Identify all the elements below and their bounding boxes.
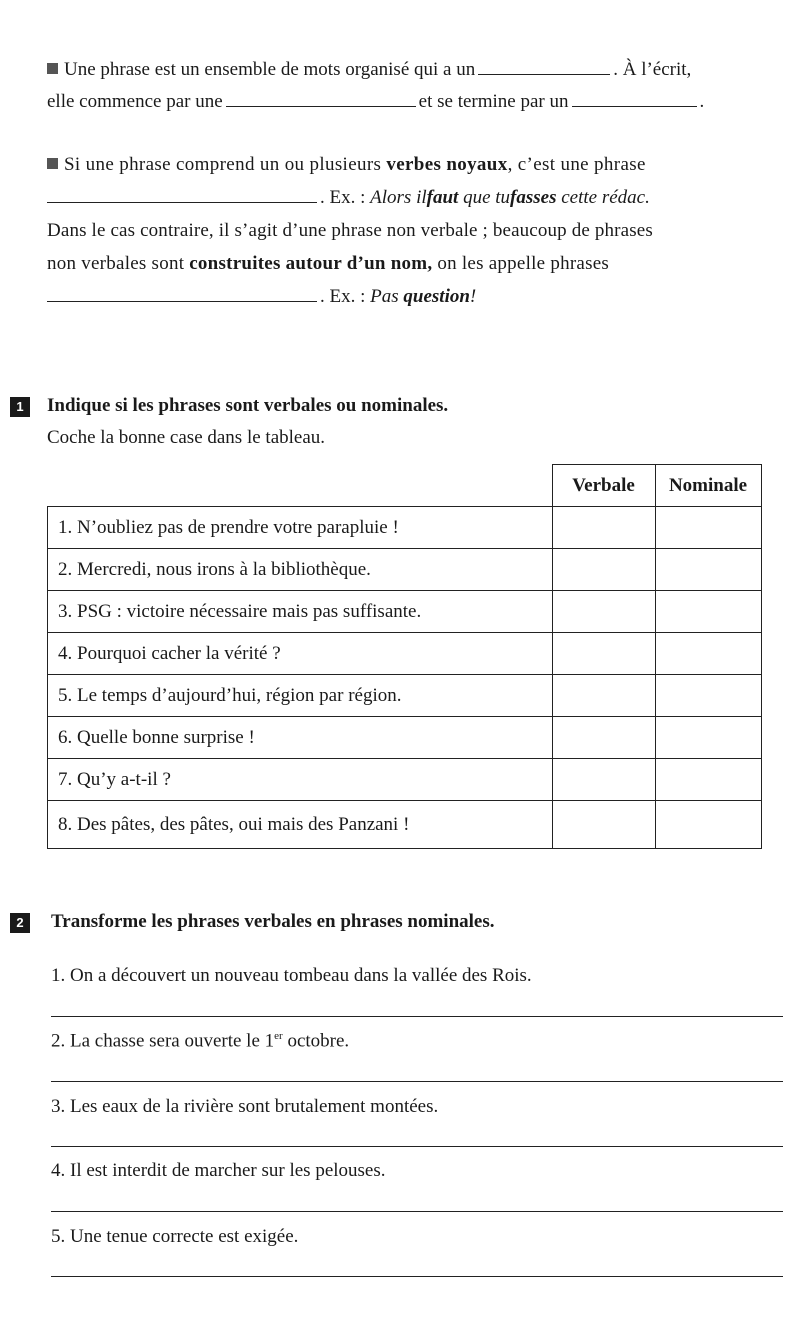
table-row	[48, 591, 762, 633]
fill-blank[interactable]	[478, 73, 610, 75]
ordinal-superscript: er	[274, 1030, 283, 1042]
rule-3-line-3	[47, 285, 476, 309]
example-bold: question	[403, 286, 470, 307]
rule-text: et se termine par un	[418, 91, 569, 112]
verbale-checkbox[interactable]	[552, 591, 655, 633]
exercise-2-item: 1. On a découvert un nouveau tombeau dans la vallée des Rois.	[51, 965, 532, 986]
rule-3-line-2	[47, 252, 609, 276]
table-row	[48, 507, 762, 549]
header-verbale: Verbale	[552, 465, 655, 507]
exercise-2-item: 4. Il est interdit de marcher sur les pelouses.	[51, 1160, 386, 1181]
nominale-checkbox[interactable]	[655, 507, 761, 549]
nominale-checkbox[interactable]	[655, 675, 761, 717]
nominale-checkbox[interactable]	[655, 591, 761, 633]
nominale-checkbox[interactable]	[655, 549, 761, 591]
exercise-1-number: 1	[10, 397, 30, 417]
verbale-checkbox[interactable]	[552, 759, 655, 801]
table-row	[48, 675, 762, 717]
sentence-cell: 2. Mercredi, nous irons à la bibliothèque.	[48, 549, 553, 591]
rule-1-line-2	[47, 90, 704, 114]
table-row	[48, 633, 762, 675]
rule-bold: construites autour d’un nom,	[189, 253, 433, 274]
exercise-2-item: 3. Les eaux de la rivière sont brutalement montées.	[51, 1096, 439, 1117]
exercise-1-table	[47, 464, 762, 849]
verbale-checkbox[interactable]	[552, 717, 655, 759]
sentence-cell: 5. Le temps d’aujourd’hui, région par région.	[48, 675, 553, 717]
answer-line[interactable]	[51, 1211, 783, 1212]
rule-text: . Ex. :	[320, 187, 366, 208]
table-header-row	[48, 465, 762, 507]
sentence-cell: 6. Quelle bonne surprise !	[48, 717, 553, 759]
rule-text: on les appelle phrases	[437, 253, 610, 274]
sentence-cell: 1. N’oubliez pas de prendre votre parapluie !	[48, 507, 553, 549]
rule-2-line-1	[47, 153, 646, 177]
rule-2-line-2	[47, 186, 650, 210]
example-text: !	[469, 286, 477, 307]
exercise-2-item: 5. Une tenue correcte est exigée.	[51, 1226, 299, 1247]
example-text: cette rédac.	[561, 187, 650, 208]
example-text: que tu	[463, 187, 511, 208]
rule-text: elle commence par une	[47, 91, 223, 112]
item-text: 2. La chasse sera ouverte le 1	[51, 1030, 275, 1052]
rule-text: non verbales sont	[47, 253, 185, 274]
answer-line[interactable]	[51, 1276, 783, 1277]
header-nominale: Nominale	[655, 465, 761, 507]
rule-text: Si une phrase comprend un ou plusieurs	[64, 154, 382, 175]
nominale-checkbox[interactable]	[655, 801, 761, 849]
sentence-cell: 3. PSG : victoire nécessaire mais pas suffisante.	[48, 591, 553, 633]
verbale-checkbox[interactable]	[552, 675, 655, 717]
fill-blank[interactable]	[47, 300, 317, 302]
example-bold: fasses	[510, 187, 557, 208]
table-row	[48, 759, 762, 801]
fill-blank[interactable]	[572, 105, 697, 107]
answer-line[interactable]	[51, 1081, 783, 1082]
fill-blank[interactable]	[47, 201, 317, 203]
empty-corner	[48, 465, 553, 507]
table-row	[48, 717, 762, 759]
verbale-checkbox[interactable]	[552, 633, 655, 675]
example-text: Alors il	[370, 187, 427, 208]
example-bold: faut	[426, 187, 459, 208]
exercise-2-item	[51, 1030, 349, 1052]
exercise-1-subtitle: Coche la bonne case dans le tableau.	[47, 427, 326, 448]
exercise-2-title: Transforme les phrases verbales en phrases nominales.	[51, 911, 495, 932]
rule-text: .	[699, 91, 705, 112]
example-text: Pas	[370, 286, 399, 307]
rule-text: . À l’écrit,	[613, 59, 692, 80]
table-row	[48, 549, 762, 591]
rule-text: Dans le cas contraire, il s’agit d’une phrase non verbale ; beaucoup de phrases	[47, 220, 653, 241]
sentence-cell: 4. Pourquoi cacher la vérité ?	[48, 633, 553, 675]
rule-text: , c’est une phrase	[507, 154, 646, 175]
bullet-square-icon	[47, 158, 58, 169]
sentence-cell: 8. Des pâtes, des pâtes, oui mais des Panzani !	[48, 801, 553, 849]
nominale-checkbox[interactable]	[655, 759, 761, 801]
rule-text: . Ex. :	[320, 286, 366, 307]
verbale-checkbox[interactable]	[552, 549, 655, 591]
rule-text: Une phrase est un ensemble de mots organisé qui a un	[64, 59, 476, 80]
item-text: octobre.	[282, 1030, 350, 1052]
bullet-square-icon	[47, 63, 58, 74]
answer-line[interactable]	[51, 1016, 783, 1017]
exercise-1-title: Indique si les phrases sont verbales ou nominales.	[47, 395, 449, 416]
verbale-checkbox[interactable]	[552, 507, 655, 549]
exercise-2-number: 2	[10, 913, 30, 933]
nominale-checkbox[interactable]	[655, 633, 761, 675]
answer-line[interactable]	[51, 1146, 783, 1147]
nominale-checkbox[interactable]	[655, 717, 761, 759]
rule-bold: verbes noyaux	[386, 154, 508, 175]
table-row	[48, 801, 762, 849]
rule-3-line-1	[47, 219, 653, 243]
rule-1-line-1	[47, 58, 691, 82]
sentence-cell: 7. Qu’y a-t-il ?	[48, 759, 553, 801]
verbale-checkbox[interactable]	[552, 801, 655, 849]
fill-blank[interactable]	[226, 105, 416, 107]
